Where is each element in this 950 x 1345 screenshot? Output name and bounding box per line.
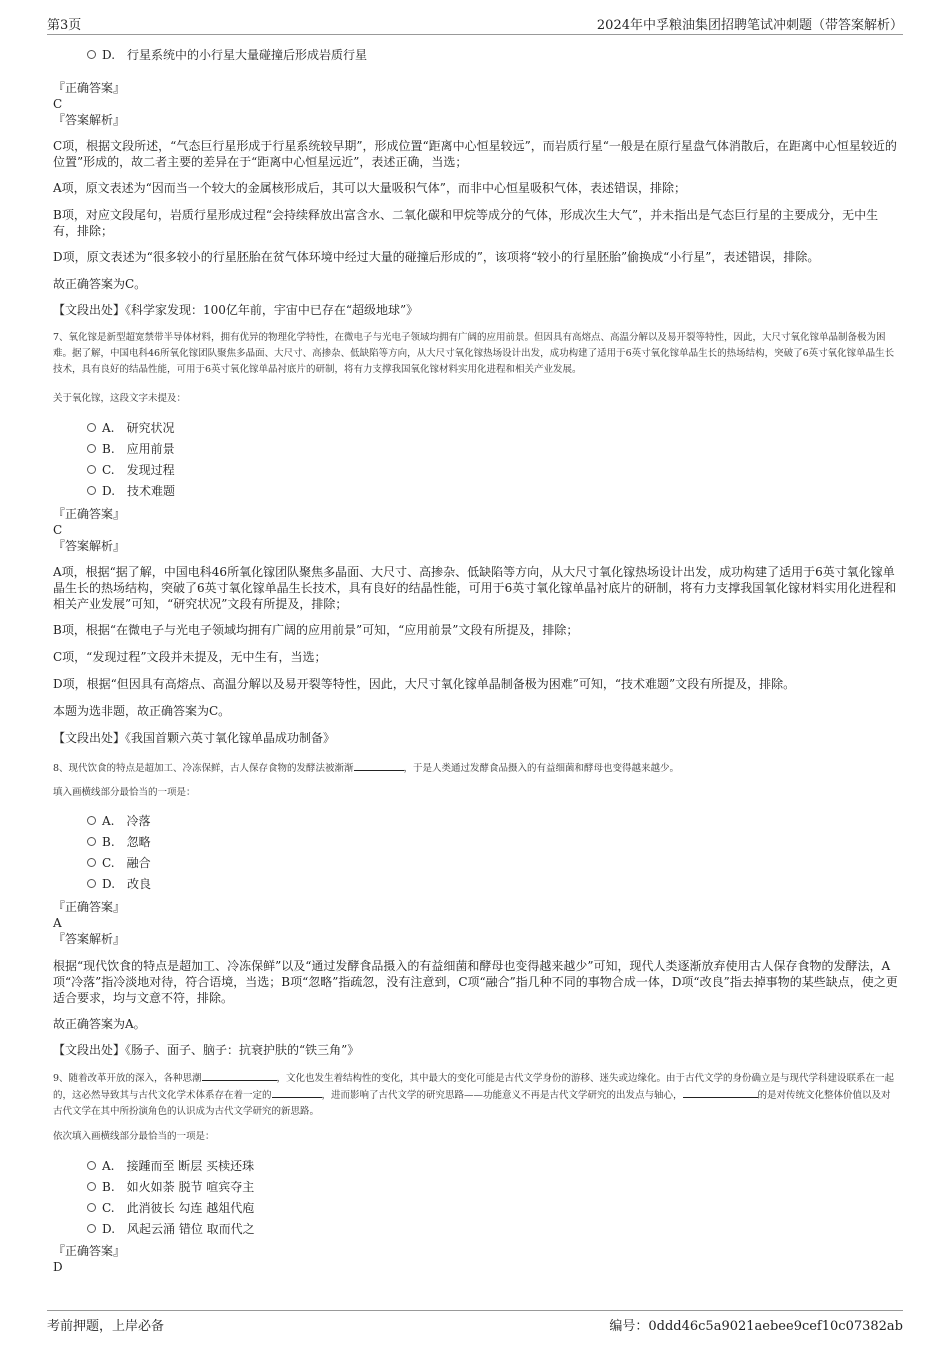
q6-conclusion: 故正确答案为C。 (53, 277, 147, 291)
radio-icon[interactable] (87, 1224, 96, 1233)
q7-conclusion: 本题为选非题，故正确答案为C。 (53, 704, 231, 718)
fill-blank (354, 760, 404, 771)
page-footer (47, 1310, 903, 1337)
footer-code: 编号：0ddd46c5a9021aebee9cef10c07382ab (609, 1319, 903, 1334)
fill-blank (202, 1070, 277, 1081)
q9-question: 依次填入画横线部分最恰当的一项是： (53, 1131, 215, 1142)
q7-analysis-label: 『答案解析』 (53, 539, 126, 553)
q9-option-b[interactable]: B. 如火如荼 脱节 喧宾夺主 (87, 1179, 254, 1195)
document-title: 2024年中孚粮油集团招聘笔试冲刺题（带答案解析） (596, 18, 903, 33)
q7-answer: C (53, 523, 63, 537)
q9-option-c[interactable]: C. 此消彼长 勾连 越俎代庖 (87, 1200, 254, 1216)
q8-option-a[interactable]: A. 冷落 (87, 813, 150, 829)
q7-analysis-c: C项，“发现过程”文段并未提及，无中生有，当选； (53, 650, 327, 664)
q8-option-c[interactable]: C. 融合 (87, 855, 151, 871)
q6-analysis-a: A项，原文表述为“因而当一个较大的金属核形成后，其可以大量吸积气体”，而非中心恒星吸积气体，表述错误，排除； (53, 181, 686, 195)
q7-analysis-d: D项，根据“但因具有高熔点、高温分解以及易开裂等特性，因此，大尺寸氧化镓单晶制备极为困难”可知，“技术难题”文段有所提及，排除。 (53, 677, 796, 691)
q7-question: 关于氧化镓，这段文字未提及： (53, 393, 187, 404)
q7-analysis-b: B项，根据“在微电子与光电子领域均拥有广阔的应用前景”可知，“应用前景”文段有所提及，排除； (53, 623, 579, 637)
q6-analysis-c: C项，根据文段所述，“气态巨行星形成于行星系统较早期”，形成位置“距离中心恒星较远”，而岩质行星“一般是在原行星盘气体消散后，在距离中心恒星较近的位置”形成的，故二者主要的差异在于“距离中心恒星远近”，表述正确，当选； (53, 139, 897, 169)
radio-icon[interactable] (87, 1182, 96, 1191)
q7-correct-label: 『正确答案』 (53, 507, 126, 521)
radio-icon[interactable] (87, 50, 96, 59)
q7-option-d[interactable]: D. 技术难题 (87, 483, 175, 499)
radio-icon[interactable] (87, 1161, 96, 1170)
q6-correct-label: 『正确答案』 (53, 81, 126, 95)
q6-source: 【文段出处】《科学家发现：100亿年前，宇宙中已存在“超级地球”》 (53, 303, 419, 317)
q9-answer: D (53, 1260, 63, 1274)
q8-stem: 8、现代饮食的特点是超加工、冷冻保鲜，古人保存食物的发酵法被渐渐 ，于是人类通过发酵食品摄入的有益细菌和酵母也变得越来越少。 (53, 760, 679, 776)
page-header (47, 14, 903, 35)
fill-blank (683, 1087, 758, 1098)
q9-option-d[interactable]: D. 风起云涌 错位 取而代之 (87, 1221, 255, 1237)
q7-source: 【文段出处】《我国首颗六英寸氧化镓单晶成功制备》 (53, 731, 336, 745)
page-number: 第3页 (47, 18, 82, 33)
radio-icon[interactable] (87, 816, 96, 825)
radio-icon[interactable] (87, 837, 96, 846)
q7-option-b[interactable]: B. 应用前景 (87, 441, 175, 457)
radio-icon[interactable] (87, 486, 96, 495)
q8-source: 【文段出处】《肠子、面子、脑子：抗衰护肤的“铁三角”》 (53, 1043, 360, 1057)
fill-blank (272, 1087, 322, 1098)
q6-answer: C (53, 97, 63, 111)
radio-icon[interactable] (87, 879, 96, 888)
radio-icon[interactable] (87, 423, 96, 432)
radio-icon[interactable] (87, 444, 96, 453)
q6-analysis-b: B项，对应文段尾句，岩质行星形成过程“会持续释放出富含水、二氧化碳和甲烷等成分的气体，形成次生大气”，并未指出是气态巨行星的主要成分，无中生有，排除； (53, 208, 879, 238)
q9-stem: 9、随着改革开放的深入，各种思潮 ，文化也发生着结构性的变化，其中最大的变化可能是古代文学身份的游移、迷失或边缘化。由于古代文学的身份确立是与现代学科建设联系在一起的，这必然导致其与古代文化学术体系存在着一定的 ，进而影响了古代文学的研究思路——功能意义不再是古代文学研究的出发点与轴心， 的是对传统文化整体价值以及对古代文学在其中所扮演角色的认识成为古代文学研究的新思路。 (53, 1070, 898, 1120)
q8-option-d[interactable]: D. 改良 (87, 876, 151, 892)
q7-stem: 7、氧化镓是新型超宽禁带半导体材料，拥有优异的物理化学特性，在微电子与光电子领域均拥有广阔的应用前景。但因具有高熔点、高温分解以及易开裂等特性，因此，大尺寸氧化镓单晶制备极为困难。据了解，中国电科46所氧化镓团队聚焦多晶面、大尺寸、高掺杂、低缺陷等方向，从大尺寸氧化镓热场设计出发，成功构建了适用于6英寸氧化镓单晶生长的热场结构，突破了6英寸氧化镓单晶生长技术，具有良好的结晶性能，可用于6英寸氧化镓单晶衬底片的研制，将有力支撑我国氧化镓材料实用化进程和相关产业发展。 (53, 332, 895, 375)
q6-option-d[interactable]: D. 行星系统中的小行星大量碰撞后形成岩质行星 (87, 47, 367, 63)
radio-icon[interactable] (87, 465, 96, 474)
q8-question: 填入画横线部分最恰当的一项是： (53, 787, 196, 798)
radio-icon[interactable] (87, 858, 96, 867)
q6-analysis-d: D项，原文表述为“很多较小的行星胚胎在贫气体环境中经过大量的碰撞后形成的”，该项将“较小的行星胚胎”偷换成“小行星”，表述错误，排除。 (53, 250, 820, 264)
q8-analysis-label: 『答案解析』 (53, 932, 126, 946)
q8-conclusion: 故正确答案为A。 (53, 1017, 146, 1031)
q8-option-b[interactable]: B. 忽略 (87, 834, 151, 850)
footer-slogan: 考前押题，上岸必备 (47, 1319, 165, 1334)
q8-correct-label: 『正确答案』 (53, 900, 126, 914)
q7-option-a[interactable]: A. 研究状况 (87, 420, 174, 436)
q7-analysis-a: A项，根据“据了解，中国电科46所氧化镓团队聚焦多晶面、大尺寸、高掺杂、低缺陷等方向，从大尺寸氧化镓热场设计出发，成功构建了适用于6英寸氧化镓单晶生长的热场结构，突破了6英寸氧化镓单晶生长技术，具有良好的结晶性能，可用于6英寸氧化镓单晶衬底片的研制，将有力支撑我国氧化镓材料实用化进程和相关产业发展”可知，“研究状况”文段有所提及，排除； (53, 565, 897, 611)
q6-analysis-label: 『答案解析』 (53, 113, 126, 127)
q9-option-a[interactable]: A. 接踵而至 断层 买椟还珠 (87, 1158, 254, 1174)
q9-correct-label: 『正确答案』 (53, 1244, 126, 1258)
q7-option-c[interactable]: C. 发现过程 (87, 462, 175, 478)
q8-answer: A (53, 916, 62, 930)
radio-icon[interactable] (87, 1203, 96, 1212)
q8-analysis: 根据“现代饮食的特点是超加工、冷冻保鲜”以及“通过发酵食品摄入的有益细菌和酵母也变得越来越少”可知，现代人类逐渐放弃使用古人保存食物的发酵法，A项“冷落”指冷淡地对待，符合语境，当选；B项“忽略”指疏忽，没有注意到，C项“融合”指几种不同的事物合成一体，D项“改良”指去掉事物的某些缺点，使之更适合要求，均与文意不符，排除。 (53, 959, 898, 1005)
